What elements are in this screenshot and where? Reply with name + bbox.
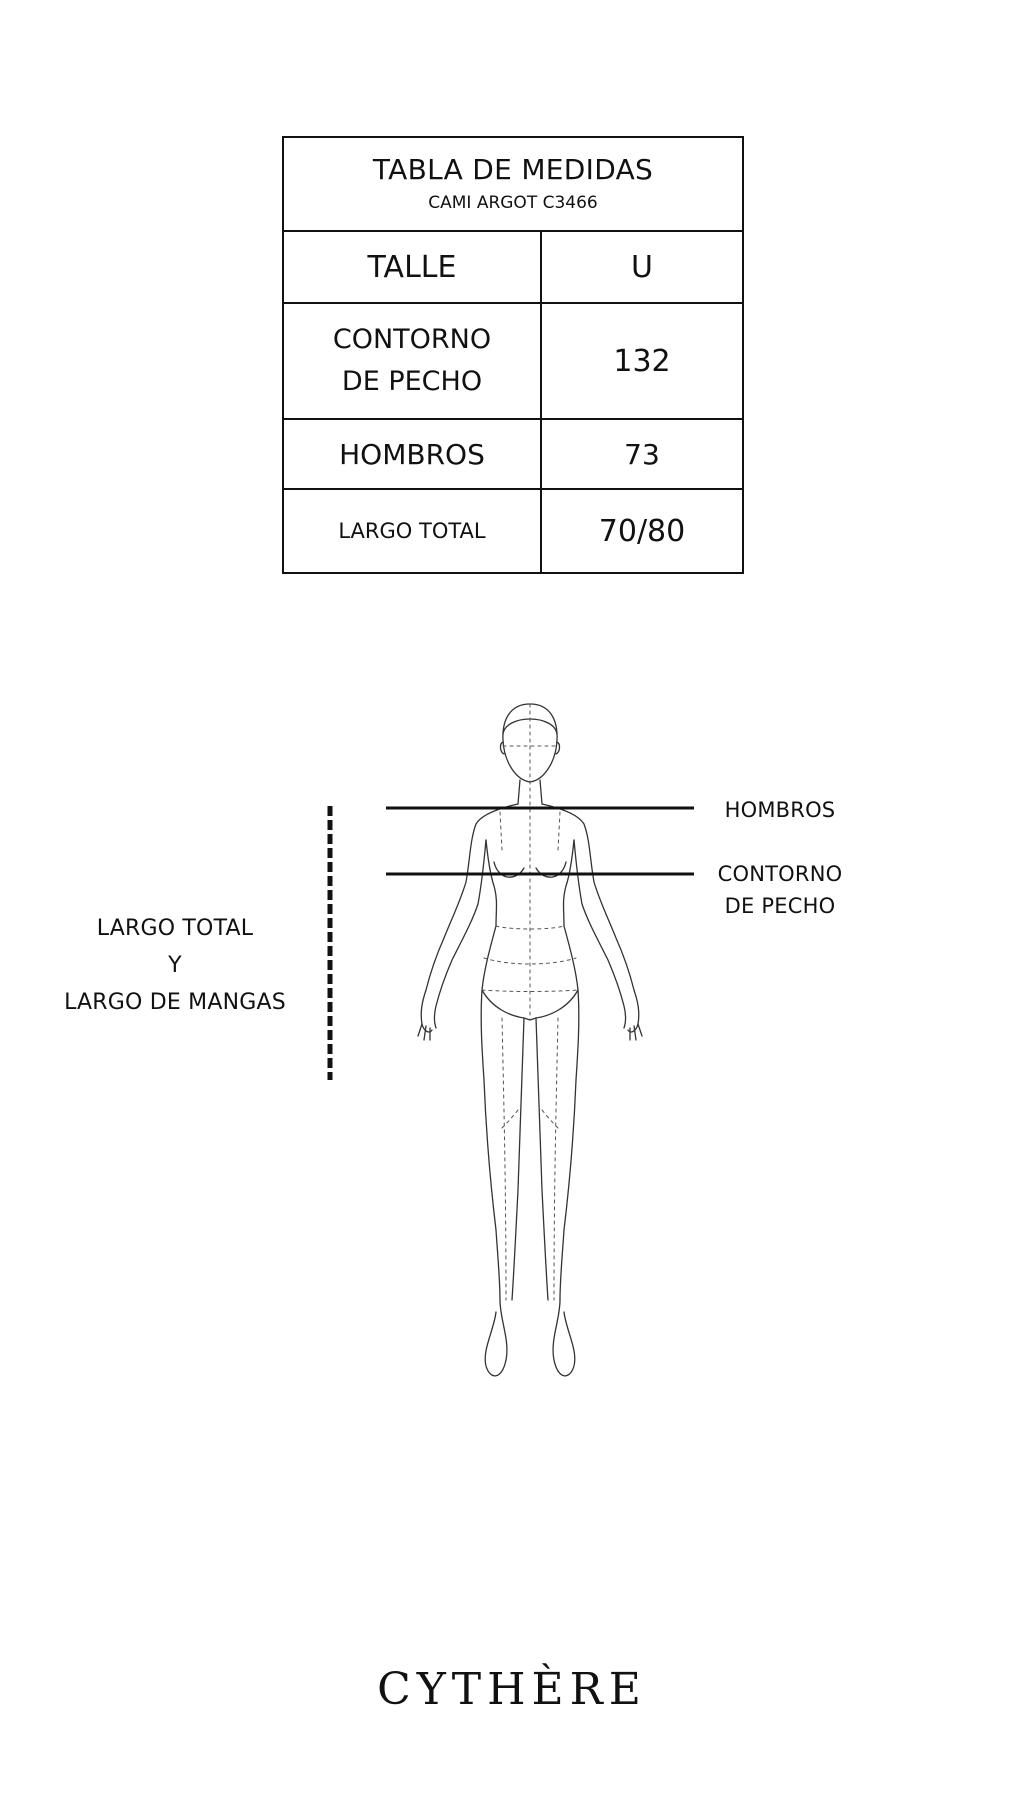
size-table: [282, 136, 744, 574]
chest-label: [283, 303, 541, 419]
shoulders-measure-label: HOMBROS: [724, 798, 836, 822]
length-measure-line1: LARGO TOTAL: [96, 916, 254, 941]
length-measure-line3: LARGO DE MANGAS: [64, 990, 286, 1015]
size-value: U: [541, 231, 743, 303]
table-subtitle: CAMI ARGOT C3466: [428, 193, 598, 213]
chest-value: 132: [541, 303, 743, 419]
brand-logo-text: CYTHÈRE: [377, 1664, 647, 1715]
table-title: TABLA DE MEDIDAS: [372, 153, 654, 186]
shoulders-label: HOMBROS: [283, 419, 541, 489]
table-title-cell: [283, 137, 743, 231]
shoulders-value: 73: [541, 419, 743, 489]
table-row: [283, 419, 743, 489]
size-label: TALLE: [283, 231, 541, 303]
chest-label-line2: DE PECHO: [341, 366, 483, 397]
length-measure-label: [40, 910, 310, 1021]
table-row: [283, 231, 743, 303]
length-value: 70/80: [541, 489, 743, 573]
chest-label-line1: CONTORNO: [332, 324, 492, 355]
length-measure-line2: Y: [168, 953, 182, 978]
body-figure-section: [0, 690, 1024, 1470]
length-label: LARGO TOTAL: [283, 489, 541, 573]
table-row: [283, 489, 743, 573]
chest-measure-label: [700, 858, 860, 922]
measurement-lines: [0, 690, 1024, 1470]
chest-measure-line2: DE PECHO: [724, 894, 836, 918]
chest-measure-line1: CONTORNO: [717, 862, 843, 886]
table-header-row: [283, 137, 743, 231]
table-row: [283, 303, 743, 419]
